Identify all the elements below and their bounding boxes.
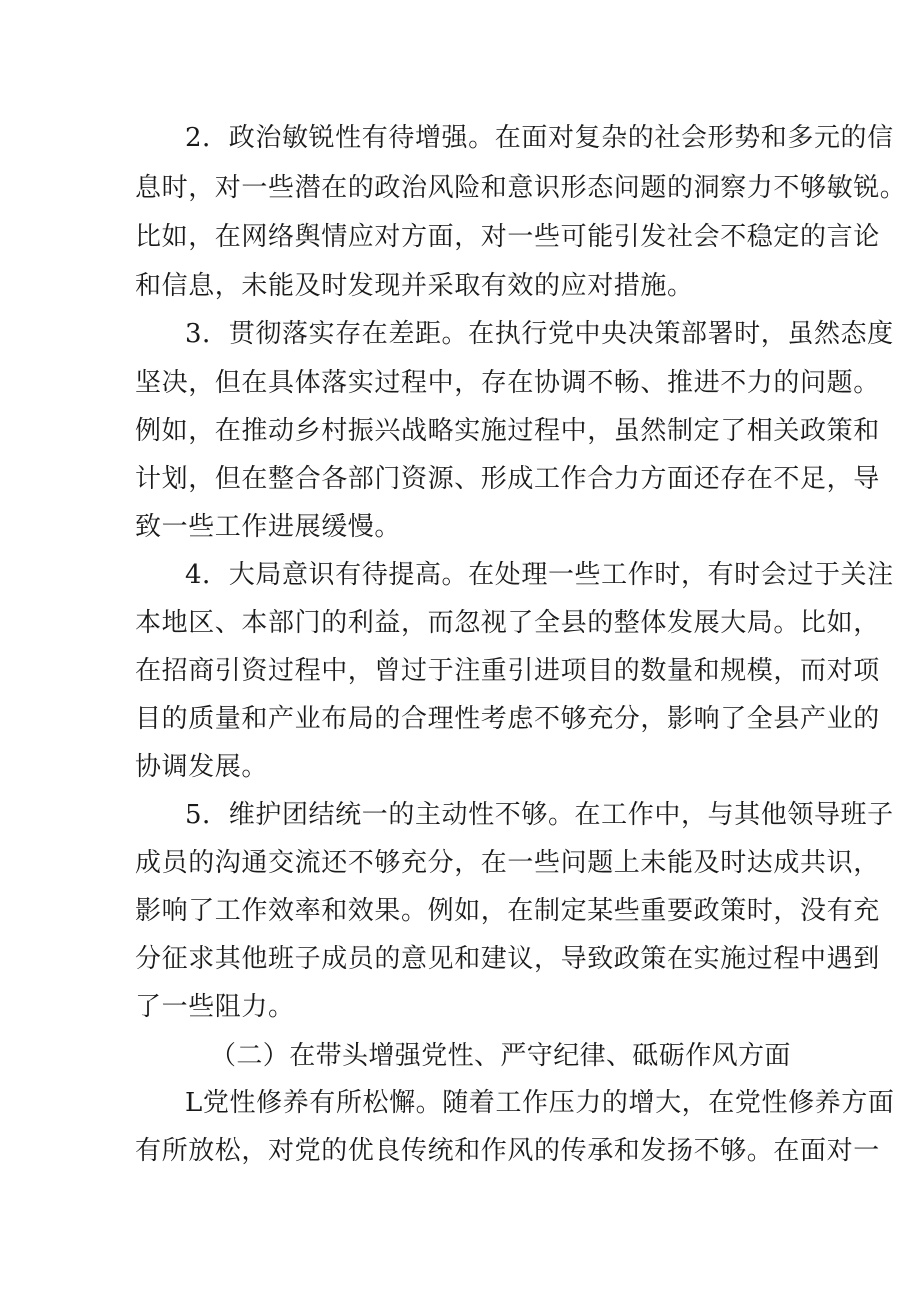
paragraph-line: 本地区、本部门的利益，而忽视了全县的整体发展大局。比如， — [135, 608, 880, 638]
paragraph-line: 比如，在网络舆情应对方面，对一些可能引发社会不稳定的言论 — [135, 222, 880, 252]
paragraph-line: 4．大局意识有待提高。在处理一些工作时，有时会过于关注 — [185, 560, 894, 590]
paragraph-line: 影响了工作效率和效果。例如，在制定某些重要政策时，没有充 — [135, 896, 880, 926]
paragraph-line: 5．维护团结统一的主动性不够。在工作中，与其他领导班子 — [185, 800, 894, 830]
paragraph-line: 息时，对一些潜在的政治风险和意识形态问题的洞察力不够敏锐。 — [135, 173, 907, 203]
paragraph-line: 有所放松，对党的优良传统和作风的传承和发扬不够。在面对一 — [135, 1136, 880, 1166]
section-heading: （二）在带头增强党性、严守纪律、砥砺作风方面 — [210, 1041, 791, 1071]
paragraph-line: 例如，在推动乡村振兴战略实施过程中，虽然制定了相关政策和 — [135, 416, 880, 446]
paragraph-line: 2．政治敏锐性有待增强。在面对复杂的社会形势和多元的信 — [185, 123, 894, 153]
paragraph-line: 目的质量和产业布局的合理性考虑不够充分，影响了全县产业的 — [135, 704, 880, 734]
paragraph-line: 了一些阻力。 — [135, 992, 295, 1022]
paragraph-line: 致一些工作进展缓慢。 — [135, 512, 402, 542]
paragraph-line: 计划，但在整合各部门资源、形成工作合力方面还存在不足，导 — [135, 464, 880, 494]
paragraph-line: 成员的沟通交流还不够充分，在一些问题上未能及时达成共识， — [135, 848, 880, 878]
paragraph-line: 在招商引资过程中，曾过于注重引进项目的数量和规模，而对项 — [135, 656, 880, 686]
paragraph-line: 和信息，未能及时发现并采取有效的应对措施。 — [135, 271, 694, 301]
paragraph-line: L党性修养有所松懈。随着工作压力的增大，在党性修养方面 — [185, 1088, 895, 1118]
paragraph-line: 坚决，但在具体落实过程中，存在协调不畅、推进不力的问题。 — [135, 368, 880, 398]
paragraph-line: 分征求其他班子成员的意见和建议，导致政策在实施过程中遇到 — [135, 944, 880, 974]
paragraph-line: 3．贯彻落实存在差距。在执行党中央决策部署时，虽然态度 — [185, 319, 894, 349]
paragraph-line: 协调发展。 — [135, 752, 269, 782]
